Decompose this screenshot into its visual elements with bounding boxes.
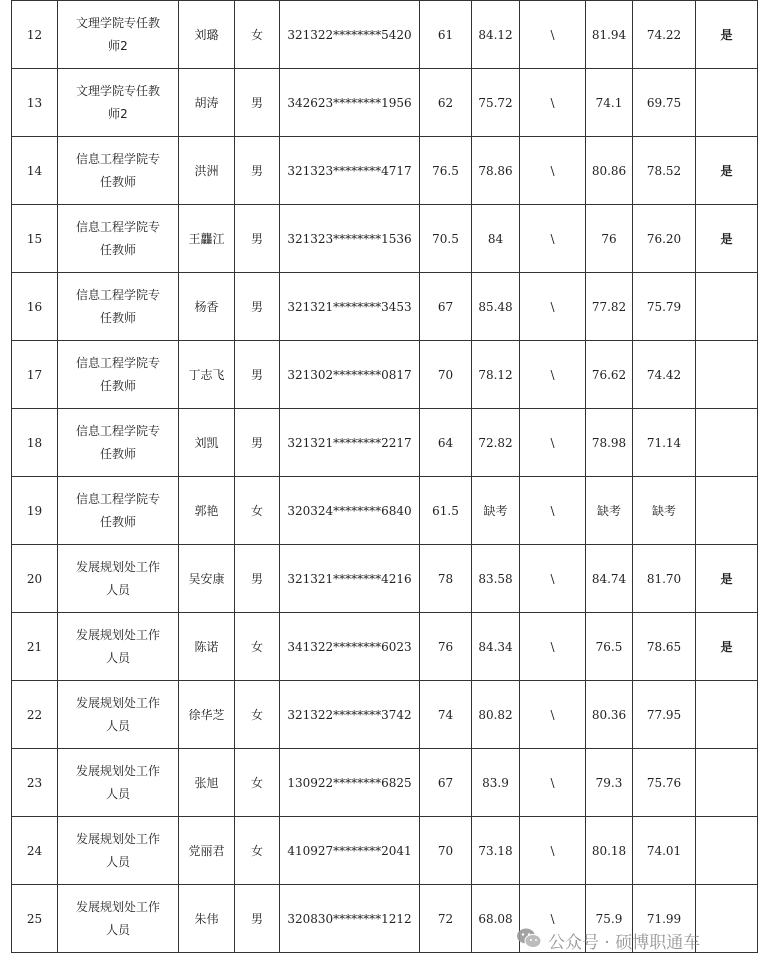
table-row	[12, 341, 758, 409]
post-line: 任教师	[99, 174, 136, 189]
cell-id-card: 130922********6825	[280, 749, 420, 817]
post-line: 师2	[108, 38, 128, 53]
cell-post	[58, 613, 179, 681]
post-line: 发展规划处工作	[75, 695, 160, 710]
cell-number: 17	[12, 341, 58, 409]
cell-interview-score: 缺考	[472, 477, 520, 545]
cell-post	[58, 205, 179, 273]
cell-post	[58, 681, 179, 749]
post-line: 发展规划处工作	[75, 559, 160, 574]
cell-id-card: 321321********4216	[280, 545, 420, 613]
cell-written-score: 67	[420, 749, 472, 817]
post-line: 任教师	[99, 514, 136, 529]
cell-gender: 女	[235, 613, 280, 681]
cell-number: 18	[12, 409, 58, 477]
cell-number: 22	[12, 681, 58, 749]
cell-name: 党丽君	[179, 817, 235, 885]
post-line: 任教师	[99, 378, 136, 393]
cell-written-score: 78	[420, 545, 472, 613]
cell-gender: 男	[235, 205, 280, 273]
cell-number: 14	[12, 137, 58, 205]
cell-hire-flag	[696, 681, 758, 749]
cell-hire-flag	[696, 477, 758, 545]
cell-practical-score: \	[520, 273, 586, 341]
cell-total-score: 缺考	[633, 477, 696, 545]
cell-written-score: 70	[420, 817, 472, 885]
table-row	[12, 749, 758, 817]
post-line: 文理学院专任教	[75, 15, 160, 30]
cell-written-score: 74	[420, 681, 472, 749]
cell-hire-flag	[696, 409, 758, 477]
watermark	[516, 927, 700, 953]
cell-hire-flag	[696, 749, 758, 817]
cell-interview-score: 85.48	[472, 273, 520, 341]
cell-practical-score: \	[520, 137, 586, 205]
post-line: 人员	[105, 650, 130, 665]
cell-name: 张旭	[179, 749, 235, 817]
post-line: 发展规划处工作	[75, 627, 160, 642]
cell-total-score: 81.70	[633, 545, 696, 613]
cell-gender: 女	[235, 477, 280, 545]
cell-hire-flag: 是	[696, 545, 758, 613]
cell-combined-score: 76	[586, 205, 633, 273]
table-row	[12, 69, 758, 137]
cell-post	[58, 885, 179, 953]
cell-practical-score: \	[520, 817, 586, 885]
cell-name: 陈诺	[179, 613, 235, 681]
cell-name: 郭艳	[179, 477, 235, 545]
cell-post	[58, 137, 179, 205]
cell-gender: 女	[235, 817, 280, 885]
post-line: 信息工程学院专	[75, 355, 160, 370]
cell-total-score: 69.75	[633, 69, 696, 137]
cell-written-score: 76.5	[420, 137, 472, 205]
wechat-icon	[516, 927, 542, 954]
cell-combined-score: 74.1	[586, 69, 633, 137]
cell-total-score: 74.42	[633, 341, 696, 409]
table-row	[12, 273, 758, 341]
post-line: 信息工程学院专	[75, 491, 160, 506]
cell-written-score: 72	[420, 885, 472, 953]
cell-interview-score: 72.82	[472, 409, 520, 477]
post-line: 信息工程学院专	[75, 287, 160, 302]
post-line: 师2	[108, 106, 128, 121]
cell-interview-score: 83.58	[472, 545, 520, 613]
post-line: 任教师	[99, 242, 136, 257]
cell-written-score: 70.5	[420, 205, 472, 273]
cell-combined-score: 75.9	[586, 885, 633, 953]
post-line: 发展规划处工作	[75, 899, 160, 914]
cell-practical-score: \	[520, 749, 586, 817]
cell-combined-score: 80.36	[586, 681, 633, 749]
cell-gender: 女	[235, 681, 280, 749]
cell-hire-flag	[696, 817, 758, 885]
cell-total-score: 71.14	[633, 409, 696, 477]
cell-gender: 男	[235, 341, 280, 409]
post-line: 发展规划处工作	[75, 763, 160, 778]
table-row	[12, 409, 758, 477]
table-row	[12, 817, 758, 885]
cell-hire-flag	[696, 273, 758, 341]
cell-name: 杨香	[179, 273, 235, 341]
cell-name: 胡涛	[179, 69, 235, 137]
cell-combined-score: 79.3	[586, 749, 633, 817]
cell-interview-score: 83.9	[472, 749, 520, 817]
cell-id-card: 410927********2041	[280, 817, 420, 885]
cell-post	[58, 341, 179, 409]
cell-id-card: 321321********2217	[280, 409, 420, 477]
post-line: 信息工程学院专	[75, 151, 160, 166]
cell-interview-score: 75.72	[472, 69, 520, 137]
cell-written-score: 61.5	[420, 477, 472, 545]
cell-interview-score: 78.86	[472, 137, 520, 205]
cell-number: 12	[12, 1, 58, 69]
cell-combined-score: 缺考	[586, 477, 633, 545]
table-body	[12, 1, 758, 953]
cell-number: 13	[12, 69, 58, 137]
cell-total-score: 78.65	[633, 613, 696, 681]
cell-total-score: 75.76	[633, 749, 696, 817]
cell-number: 15	[12, 205, 58, 273]
cell-total-score: 77.95	[633, 681, 696, 749]
cell-hire-flag: 是	[696, 1, 758, 69]
cell-post	[58, 545, 179, 613]
table-row	[12, 477, 758, 545]
cell-id-card: 341322********6023	[280, 613, 420, 681]
cell-hire-flag: 是	[696, 613, 758, 681]
cell-id-card: 321322********3742	[280, 681, 420, 749]
cell-interview-score: 80.82	[472, 681, 520, 749]
cell-gender: 男	[235, 409, 280, 477]
cell-practical-score: \	[520, 477, 586, 545]
cell-gender: 女	[235, 1, 280, 69]
cell-hire-flag	[696, 885, 758, 953]
cell-number: 19	[12, 477, 58, 545]
post-line: 文理学院专任教	[75, 83, 160, 98]
cell-written-score: 61	[420, 1, 472, 69]
cell-practical-score: \	[520, 545, 586, 613]
cell-number: 24	[12, 817, 58, 885]
table-row	[12, 1, 758, 69]
cell-gender: 男	[235, 885, 280, 953]
cell-practical-score: \	[520, 69, 586, 137]
table-row	[12, 545, 758, 613]
cell-combined-score: 76.62	[586, 341, 633, 409]
cell-name: 洪洲	[179, 137, 235, 205]
cell-written-score: 62	[420, 69, 472, 137]
cell-interview-score: 68.08	[472, 885, 520, 953]
cell-practical-score: \	[520, 681, 586, 749]
cell-post	[58, 477, 179, 545]
post-line: 任教师	[99, 446, 136, 461]
cell-total-score: 76.20	[633, 205, 696, 273]
cell-interview-score: 73.18	[472, 817, 520, 885]
cell-written-score: 67	[420, 273, 472, 341]
cell-gender: 女	[235, 749, 280, 817]
cell-id-card: 321322********5420	[280, 1, 420, 69]
cell-gender: 男	[235, 273, 280, 341]
cell-interview-score: 84	[472, 205, 520, 273]
watermark-text: 公众号 · 硕博职通车	[548, 932, 701, 953]
cell-number: 23	[12, 749, 58, 817]
cell-post	[58, 749, 179, 817]
cell-combined-score: 80.86	[586, 137, 633, 205]
cell-gender: 男	[235, 69, 280, 137]
cell-post	[58, 409, 179, 477]
cell-name: 朱伟	[179, 885, 235, 953]
cell-number: 21	[12, 613, 58, 681]
cell-written-score: 76	[420, 613, 472, 681]
cell-hire-flag	[696, 69, 758, 137]
cell-post	[58, 1, 179, 69]
table-row	[12, 205, 758, 273]
cell-name: 王龘江	[179, 205, 235, 273]
cell-combined-score: 84.74	[586, 545, 633, 613]
cell-id-card: 342623********1956	[280, 69, 420, 137]
post-line: 信息工程学院专	[75, 219, 160, 234]
cell-combined-score: 81.94	[586, 1, 633, 69]
table-row	[12, 613, 758, 681]
cell-total-score: 74.01	[633, 817, 696, 885]
cell-gender: 男	[235, 545, 280, 613]
cell-name: 刘璐	[179, 1, 235, 69]
post-line: 任教师	[99, 310, 136, 325]
cell-practical-score: \	[520, 1, 586, 69]
cell-gender: 男	[235, 137, 280, 205]
cell-id-card: 320324********6840	[280, 477, 420, 545]
table-row	[12, 681, 758, 749]
cell-number: 16	[12, 273, 58, 341]
cell-interview-score: 78.12	[472, 341, 520, 409]
cell-hire-flag	[696, 341, 758, 409]
post-line: 信息工程学院专	[75, 423, 160, 438]
cell-practical-score: \	[520, 613, 586, 681]
cell-practical-score: \	[520, 885, 586, 953]
cell-id-card: 321321********3453	[280, 273, 420, 341]
cell-written-score: 70	[420, 341, 472, 409]
cell-combined-score: 77.82	[586, 273, 633, 341]
post-line: 人员	[105, 854, 130, 869]
cell-hire-flag: 是	[696, 137, 758, 205]
post-line: 人员	[105, 786, 130, 801]
cell-id-card: 321323********4717	[280, 137, 420, 205]
cell-name: 丁志飞	[179, 341, 235, 409]
cell-interview-score: 84.12	[472, 1, 520, 69]
results-table	[11, 0, 758, 953]
cell-number: 25	[12, 885, 58, 953]
cell-practical-score: \	[520, 205, 586, 273]
cell-interview-score: 84.34	[472, 613, 520, 681]
cell-total-score: 78.52	[633, 137, 696, 205]
cell-name: 刘凯	[179, 409, 235, 477]
cell-post	[58, 273, 179, 341]
cell-total-score: 71.99	[633, 885, 696, 953]
cell-name: 徐华芝	[179, 681, 235, 749]
cell-id-card: 321302********0817	[280, 341, 420, 409]
post-line: 发展规划处工作	[75, 831, 160, 846]
cell-number: 20	[12, 545, 58, 613]
cell-id-card: 321323********1536	[280, 205, 420, 273]
cell-written-score: 64	[420, 409, 472, 477]
cell-combined-score: 80.18	[586, 817, 633, 885]
cell-id-card: 320830********1212	[280, 885, 420, 953]
table-row	[12, 137, 758, 205]
cell-total-score: 75.79	[633, 273, 696, 341]
cell-post	[58, 817, 179, 885]
cell-combined-score: 76.5	[586, 613, 633, 681]
post-line: 人员	[105, 922, 130, 937]
cell-name: 吴安康	[179, 545, 235, 613]
cell-hire-flag: 是	[696, 205, 758, 273]
cell-combined-score: 78.98	[586, 409, 633, 477]
cell-post	[58, 69, 179, 137]
cell-total-score: 74.22	[633, 1, 696, 69]
post-line: 人员	[105, 718, 130, 733]
cell-practical-score: \	[520, 341, 586, 409]
post-line: 人员	[105, 582, 130, 597]
cell-practical-score: \	[520, 409, 586, 477]
